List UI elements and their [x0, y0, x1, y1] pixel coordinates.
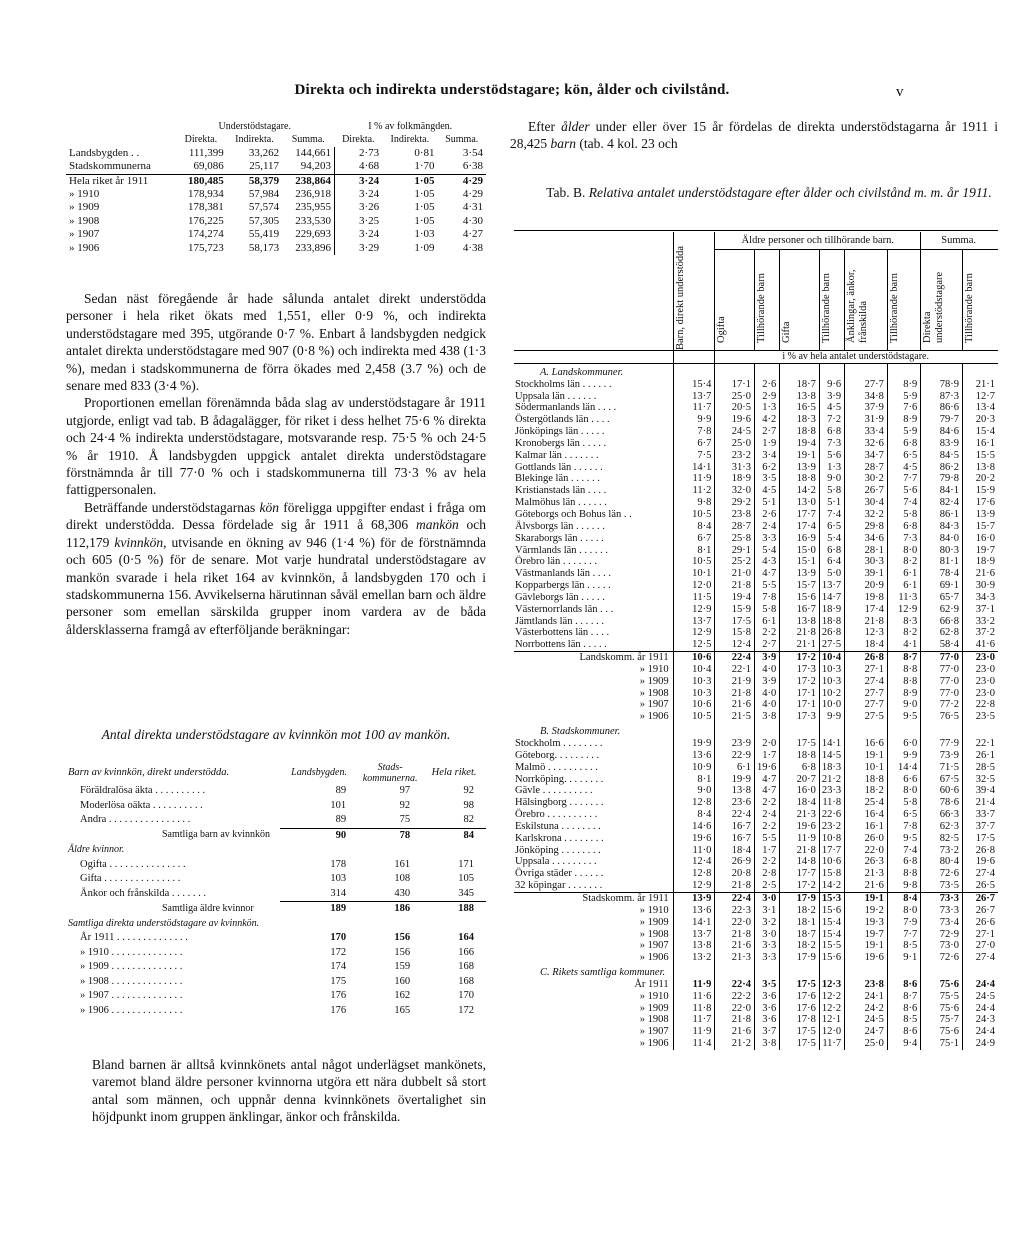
- table-row: » 1908 176,225 57,305 233,530 3·25 1·05 4·30: [69, 214, 483, 227]
- table-row: » 1908 10·3 21·8 4·0 17·1 10·2 27·7 8·9 77·0 23·0: [514, 688, 998, 700]
- table-row: Gävleborgs län . . . . . 11·5 19·4 7·8 15·6 14·7 19·8 11·3 65·7 34·3: [514, 592, 998, 604]
- table-row: Landskomm. år 1911 10·6 22·4 3·9 17·2 10·4 26·8 8·7 77·0 23·0: [514, 652, 998, 664]
- column-headers: [66, 133, 486, 146]
- table-row: Kopparbergs län . . . . . 12·0 21·8 5·5 15·7 13·7 20·9 6·1 69·1 30·9: [514, 580, 998, 592]
- col-summa: Summa.: [921, 232, 998, 250]
- table-row: Uppsala län . . . . . . 13·7 25·0 2·9 13·8 3·9 34·8 5·9 87·3 12·7: [514, 391, 998, 403]
- table-row: » 1906 10·5 21·5 3·8 17·3 9·9 27·5 9·5 76·5 23·5: [514, 711, 998, 723]
- table-row: » 1910 10·4 22·1 4·0 17·3 10·3 27·1 8·8 77·0 23·0: [514, 664, 998, 676]
- table-row: » 1909 14·1 22·0 3·2 18·1 15·4 19·3 7·9 73·4 26·6: [514, 917, 998, 929]
- table-row: Malmö . . . . . . . . . . 10·9 6·1 19·6 6·8 18·3 10·1 14·4 71·5 28·5: [514, 762, 998, 774]
- ratio-row: Gifta . . . . . . . . . . . . . . . 103 108 105: [80, 873, 474, 884]
- table-row: Jönköping . . . . . . . . 11·0 18·4 1·7 21·8 17·7 22·0 7·4 73·2 26·8: [514, 845, 998, 857]
- table-row: Örebro län . . . . . . . 10·5 25·2 4·3 15·1 6·4 30·3 8·2 81·1 18·9: [514, 556, 998, 568]
- right-intro-text: Efter ålder under eller över 15 år fördelas de direkta understödstagarna år 1911 i 28,425 barn (tab. 4 kol. 23 och: [510, 119, 998, 152]
- col-header: Direkta.: [342, 134, 375, 146]
- left-text-block: [66, 290, 486, 638]
- table-row: » 1909 11·8 22·0 3·6 17·6 12·2 24·2 8·6 75·6 24·4: [514, 1003, 998, 1015]
- ratio-table-title: Antal direkta understödstagare av kvinnkön mot 100 av mankön.: [101, 727, 451, 742]
- percent-note: i % av hela antalet understödstagare.: [715, 351, 998, 364]
- table-row: Landsbygden . . 111,399 33,262 144,661 2·73 0·81 3·54: [69, 146, 483, 159]
- table-row: » 1909 10·3 21·9 3·9 17·2 10·3 27·4 8·8 77·0 23·0: [514, 676, 998, 688]
- group-header-percent: I % av folkmängden.: [368, 121, 453, 132]
- table-row: » 1907 10·6 21·6 4·0 17·1 10·0 27·7 9·0 77·2 22·8: [514, 699, 998, 711]
- ratio-row: Änkor och frånskilda . . . . . . . 314 430 345: [80, 887, 474, 899]
- table-row: » 1907 11·9 21·6 3·7 17·5 12·0 24·7 8·6 75·6 24·4: [514, 1026, 998, 1038]
- group-header-understodstagare: Understödstagare.: [218, 121, 291, 132]
- ratio-row: År 1911 . . . . . . . . . . . . . . 170 156 164: [80, 932, 474, 943]
- table-row: Göteborgs och Bohus län . . 10·5 23·8 2·6 17·7 7·4 32·2 5·8 86·1 13·9: [514, 509, 998, 521]
- ratio-header: Barn av kvinnkön, direkt understödda. Landsbygden. Stads-kommunerna. Hela riket.: [68, 762, 477, 784]
- table-row: Kristianstads län . . . . 11·2 32·0 4·5 14·2 5·8 26·7 5·6 84·1 15·9: [514, 485, 998, 497]
- tab-b-table: [514, 232, 998, 1050]
- col-header: Direkta.: [184, 134, 218, 146]
- table-row: Östergötlands län . . . . 9·9 19·6 4·2 18·3 7·2 31·9 8·9 79·7 20·3: [514, 414, 998, 426]
- table-row: » 1906 11·4 21·2 3·8 17·5 11·7 25·0 9·4 75·1 24·9: [514, 1038, 998, 1050]
- col-aldre: Äldre personer och tillhörande barn.: [715, 232, 921, 250]
- col-anklingar: Änklingar, änkor, frånskilda: [846, 269, 870, 344]
- ratio-row: Moderlösa oäkta . . . . . . . . . . 101 92 98: [80, 799, 474, 811]
- table-row: » 1908 13·7 21·8 3·0 18·7 15·4 19·7 7·7 72·9 27·1: [514, 929, 998, 941]
- col-header: Indirekta.: [390, 134, 430, 146]
- col-tillh-4: Tillhörande barn: [963, 273, 975, 344]
- table-row: » 1910 11·6 22·2 3·6 17·6 12·2 24·1 8·7 75·5 24·5: [514, 991, 998, 1003]
- table-row: » 1906 175,723 58,173 233,896 3·29 1·09 4·38: [69, 241, 483, 254]
- page-title: Direkta och indirekta understödstagare; kön, ålder och civilstånd.: [294, 82, 730, 98]
- table-row: Gävle . . . . . . . . . . 9·0 13·8 4·7 16·0 23·3 18·2 8·0 60·6 39·4: [514, 785, 998, 797]
- col-direkta: Direkta understödstagare: [922, 272, 946, 344]
- paragraph: Proportionen emellan förenämnda båda slag av understödstagare år 1911 utgjorde, enligt vad tab. B ådagalägger, för riket i dess helhet 75·6 % direkta och 24·4 % indirekta understödstagare, motsvarande resp. 75·5 % och 24·5 % år 1910. Å landsbygden uppgick antalet direkta understödstagare förstnämnda år till 77·0 % och i stadskommunerna till 73·3 % av hela fattigpersonalen.: [66, 395, 486, 498]
- table-row: Blekinge län . . . . . . 11·9 18·9 3·5 18·8 9·0 30·2 7·7 79·8 20·2: [514, 473, 998, 485]
- tab-b-caption: Tab. B.: [546, 185, 586, 200]
- table-row: » 1910 178,934 57,984 236,918 3·24 1·05 4·29: [69, 188, 483, 201]
- table-row: Övriga städer . . . . . . 12·8 20·8 2·8 17·7 15·8 21·3 8·8 72·6 27·4: [514, 868, 998, 880]
- col-tillh-3: Tillhörande barn: [888, 273, 900, 344]
- paragraph: Sedan näst föregående år hade sålunda antalet direkt understödda personer i hela riket ökats med 1,551, eller 0·9 %, och indirekta understödstagare med 395, utgörande 0·7 %. Enbart å landsbygden nedgick antalet direkta understödstagare med 907 (0·8 %) och indirekta med 438 (1·3 %), medan i stadskommunerna de förra ökades med 2,458 (3.7 %) och de senare med 833 (3·4 %).: [66, 291, 486, 394]
- table-row: Västerbottens län . . . . 12·9 15·8 2·2 21·8 26·8 12·3 8·2 62·8 37·2: [514, 627, 998, 639]
- col-header: Summa.: [291, 134, 325, 146]
- ratio-row: Samtliga direkta understödstagare av kvinnkön.: [68, 917, 260, 929]
- table-row: Hela riket år 1911 180,485 58,379 238,864 3·24 1·05 4·29: [66, 174, 486, 188]
- table-row: Älvsborgs län . . . . . . 8·4 28·7 2·4 17·4 6·5 29·8 6·8 84·3 15·7: [514, 521, 998, 533]
- table-row: Stockholms län . . . . . . 15·4 17·1 2·6 18·7 9·6 27·7 8·9 78·9 21·1: [514, 379, 998, 391]
- col-barn: Barn, direkt understödda: [674, 245, 686, 350]
- table-row: Stadskommunerna 69,086 25,117 94,203 4·68 1·70 6·38: [69, 160, 483, 173]
- table-row: Jämtlands län . . . . . . 13·7 17·5 6·1 13·8 18·8 21·8 8·3 66·8 33·2: [514, 616, 998, 628]
- table-row: Skaraborgs län . . . . . 6·7 25·8 3·3 16·9 5·4 34·6 7·3 84·0 16·0: [514, 533, 998, 545]
- tab-b-title: [544, 184, 994, 201]
- ratio-row: » 1906 . . . . . . . . . . . . . . 176 165 172: [80, 1004, 474, 1016]
- table-row: » 1907 174,274 55,419 229,693 3·24 1·03 4·27: [69, 228, 483, 241]
- ratio-row: Samtliga barn av kvinnkön 90 78 84: [66, 828, 486, 843]
- col-tillh-2: Tillhörande barn: [820, 273, 832, 344]
- table-row: År 1911 11·9 22·4 3·5 17·5 12·3 23·8 8·6 75·6 24·4: [514, 979, 998, 991]
- summary-table: [66, 120, 486, 255]
- table-row: 32 köpingar . . . . . . . 12·9 21·8 2·5 17·2 14·2 21·6 9·8 73·5 26·5: [514, 880, 998, 892]
- ratio-row: Äldre kvinnor.: [68, 844, 125, 855]
- col-ogifta: Ogifta: [716, 316, 728, 344]
- paragraph: Beträffande understödstagarnas kön föreligga uppgifter endast i fråga om direkt understödda. Dessa fördelade sig år 1911 å 68,306 mankön och 112,179 kvinnkön, utvisande en ökning av 946 (1·4 %) för de förstnämnda och 605 (0·5 %) för de senare. Mot varje hundratal understödstagare av mankön svarade i hela riket 164 av kvinnkön, å landsbygden 170 och i stadskommunerna 156. Avvikelserna härutinnan såväl emellan barn och äldre personer som emellan särskilda grupper inom vardera av de båda åldersklasserna framgå av efterföljande beräkningar:: [66, 499, 486, 637]
- table-row: » 1908 11·7 21·8 3·6 17·8 12·1 24·5 8·5 75·7 24·3: [514, 1014, 998, 1026]
- table-row: Kronobergs län . . . . . 6·7 25·0 1·9 19·4 7·3 32·6 6·8 83·9 16·1: [514, 438, 998, 450]
- tab-b-heading: Relativa antalet understödstagare efter ålder och civilstånd m. m. år 1911.: [588, 185, 992, 200]
- table-row: Jönköpings län . . . . . 7·8 24·5 2·7 18·8 6·8 33·4 5·9 84·6 15·4: [514, 426, 998, 438]
- ratio-row: Samtliga äldre kvinnor 189 186 188: [66, 902, 486, 917]
- table-row: Karlskrona . . . . . . . . 19·6 16·7 5·5 11·9 10·8 26·0 9·5 82·5 17·5: [514, 833, 998, 845]
- table-row: Stockholm . . . . . . . . 19·9 23·9 2·0 17·5 14·1 16·6 6·0 77·9 22·1: [514, 738, 998, 750]
- table-row: Eskilstuna . . . . . . . . 14·6 16·7 2·2 19·6 23·2 16·1 7·8 62·3 37·7: [514, 821, 998, 833]
- table-row: Värmlands län . . . . . . 8·1 29·1 5·4 15·0 6·8 28·1 8·0 80·3 19·7: [514, 545, 998, 557]
- section-heading: B. Stadskommuner.: [514, 723, 998, 738]
- col-header: Indirekta.: [235, 134, 274, 146]
- table-row: Norrköping. . . . . . . . 8·1 19·9 4·7 20·7 21·2 18·8 6·6 67·5 32·5: [514, 774, 998, 786]
- section-heading: A. Landskommuner.: [514, 363, 998, 378]
- ratio-row: Andra . . . . . . . . . . . . . . . . 89 75 82: [80, 814, 474, 826]
- table-row: » 1906 13·2 21·3 3·3 17·9 15·6 19·6 9·1 72·6 27·4: [514, 952, 998, 964]
- table-row: Örebro . . . . . . . . . . 8·4 22·4 2·4 21·3 22·6 16·4 6·5 66·3 33·7: [514, 809, 998, 821]
- closing-paragraph: Bland barnen är alltså kvinnkönets antal något underlägset mankönets, varemot bland äldre personer kvinnorna utgöra ett nära dubbelt så stort antal som männen, och uppnår denna kvinnkönets övertalighet sin höjdpunkt inom gruppen änklingar, änkor och frånskilda.: [92, 1057, 486, 1125]
- ratio-row: Ogifta . . . . . . . . . . . . . . . 178 161 171: [80, 858, 474, 870]
- ratio-row: » 1909 . . . . . . . . . . . . . . 174 159 168: [80, 961, 474, 972]
- ratio-row: » 1907 . . . . . . . . . . . . . . 176 162 170: [80, 990, 474, 1001]
- table-row: Västernorrlands län . . . 12·9 15·9 5·8 16·7 18·9 17·4 12·9 62·9 37·1: [514, 604, 998, 616]
- table-row: » 1910 13·6 22·3 3·1 18·2 15·6 19·2 8·0 73·3 26·7: [514, 905, 998, 917]
- tab-b-header: [514, 232, 998, 250]
- table-row: » 1909 178,381 57,574 235,955 3·26 1·05 4·31: [69, 201, 483, 214]
- table-row: Uppsala . . . . . . . . . 12·4 26·9 2·2 14·8 10·6 26·3 6·8 80·4 19·6: [514, 856, 998, 868]
- table-row: Västmanlands län . . . . 10·1 21·0 4·7 13·9 5·0 39·1 6·1 78·4 21·6: [514, 568, 998, 580]
- table-row: Göteborg. . . . . . . . . 13·6 22·9 1·7 18·8 14·5 19·1 9·9 73·9 26·1: [514, 750, 998, 762]
- table-row: Malmöhus län . . . . . . 9·8 29·2 5·1 13·0 5·1 30·4 7·4 82·4 17·6: [514, 497, 998, 509]
- ratio-table: [66, 762, 486, 1018]
- ratio-row: Föräldralösa äkta . . . . . . . . . . 89 97 92: [80, 785, 474, 796]
- table-row: Norrbottens län . . . . . 12·5 12·4 2·7 21·1 27·5 18·4 4·1 58·4 41·6: [514, 639, 998, 651]
- ratio-row: » 1908 . . . . . . . . . . . . . . 175 160 168: [80, 975, 474, 987]
- col-tillh-1: Tillhörande barn: [755, 273, 767, 344]
- ratio-row: » 1910 . . . . . . . . . . . . . . 172 156 166: [80, 946, 474, 958]
- table-row: Stadskomm. år 1911 13·9 22·4 3·0 17·9 15·3 19·1 8·4 73·3 26·7: [514, 892, 998, 904]
- table-row: Gottlands län . . . . . . 14·1 31·3 6·2 13·9 1·3 28·7 4·5 86·2 13·8: [514, 462, 998, 474]
- table-row: Kalmar län . . . . . . . 7·5 23·2 3·4 19·1 5·6 34·7 6·5 84·5 15·5: [514, 450, 998, 462]
- section-heading: C. Rikets samtliga kommuner.: [514, 964, 998, 979]
- col-header: Summa.: [445, 134, 479, 146]
- table-row: Södermanlands län . . . . 11·7 20·5 1·3 16·5 4·5 37·9 7·6 86·6 13·4: [514, 402, 998, 414]
- page-number: v: [896, 84, 904, 100]
- table-row: Hälsingborg . . . . . . . 12·8 23·6 2·2 18·4 11·8 25·4 5·8 78·6 21·4: [514, 797, 998, 809]
- table-row: » 1907 13·8 21·6 3·3 18·2 15·5 19·1 8·5 73·0 27·0: [514, 940, 998, 952]
- col-gifta: Gifta: [781, 321, 793, 344]
